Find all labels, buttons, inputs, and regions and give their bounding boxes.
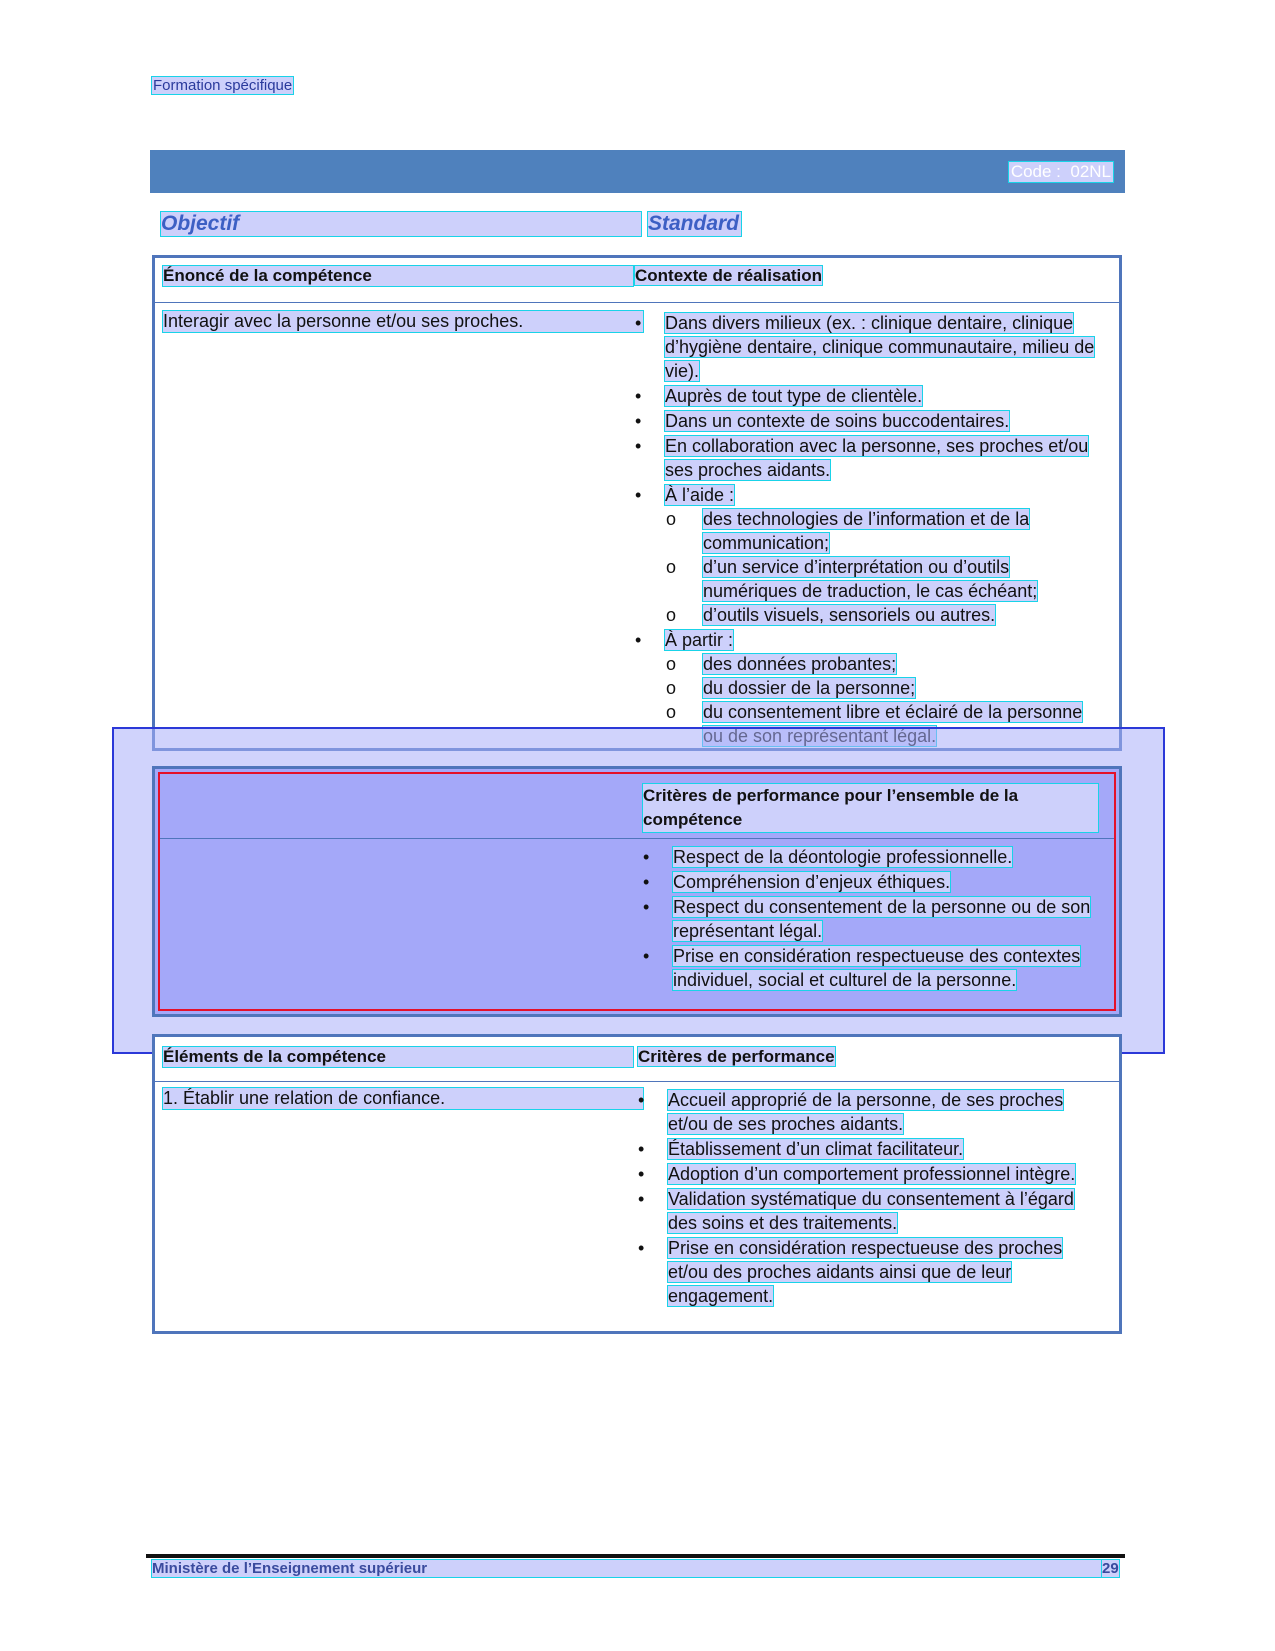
footer-rule: [146, 1554, 1125, 1558]
performance-criteria-list: [638, 1088, 1107, 1308]
elements-table-body: [155, 1082, 1119, 1309]
bullet-icon: •: [643, 847, 650, 867]
competency-element: 1. Établir une relation de confiance.: [163, 1088, 643, 1109]
context-item: [635, 434, 1107, 482]
context-subitem: [665, 603, 1107, 627]
global-criteria-item-text: Respect du consentement de la personne ou de son représentant légal.: [673, 897, 1091, 941]
performance-criteria-item: [638, 1236, 1107, 1308]
performance-criteria-item: [638, 1162, 1107, 1186]
circle-bullet-icon: o: [666, 702, 677, 722]
bullet-icon: •: [638, 1189, 645, 1209]
circle-bullet-icon: o: [666, 605, 677, 625]
elements-header: Éléments de la compétence: [163, 1047, 633, 1067]
context-item-text: À l’aide :: [665, 485, 735, 505]
global-criteria-item: [643, 870, 1114, 894]
competency-table: [152, 255, 1122, 751]
code-band: [150, 150, 1125, 193]
objective-title: Objectif: [161, 212, 641, 236]
context-subitem-text: du dossier de la personne;: [703, 678, 916, 698]
bullet-icon: •: [638, 1164, 645, 1184]
global-criteria-header-row: [160, 774, 1114, 839]
global-criteria-table: [152, 766, 1122, 1017]
bullet-icon: •: [635, 411, 642, 431]
elements-table: [152, 1034, 1122, 1334]
context-item: [635, 409, 1107, 433]
context-subitem-text: des données probantes;: [703, 654, 897, 674]
context-subitem-text: d’outils visuels, sensoriels ou autres.: [703, 605, 996, 625]
context-item: [635, 384, 1107, 408]
global-criteria-body: [160, 839, 1114, 992]
code-value: 02NL: [1070, 162, 1111, 181]
bullet-icon: •: [638, 1139, 645, 1159]
context-subitem-text: d’un service d’interprétation ou d’outils numériques de traduction, le cas échéant;: [703, 557, 1038, 601]
performance-criteria-item: [638, 1137, 1107, 1161]
circle-bullet-icon: o: [666, 678, 677, 698]
competency-statement: Interagir avec la personne et/ou ses proches.: [163, 311, 643, 332]
running-title: Formation spécifique: [153, 77, 293, 94]
statement-header: Énoncé de la compétence: [163, 266, 633, 286]
competency-table-header: [155, 258, 1119, 303]
bullet-icon: •: [635, 436, 642, 456]
context-header: Contexte de réalisation: [635, 266, 823, 285]
performance-criteria-item-text: Accueil approprié de la personne, de ses proches et/ou de ses proches aidants.: [668, 1090, 1064, 1134]
context-sublist: [665, 507, 1107, 627]
competency-table-body: [155, 303, 1119, 749]
context-list: [635, 311, 1107, 748]
bullet-icon: •: [643, 897, 650, 917]
context-item-text: Dans un contexte de soins buccodentaires.: [665, 411, 1010, 431]
circle-bullet-icon: o: [666, 509, 677, 529]
context-item-text: Dans divers milieux (ex. : clinique dentaire, clinique d’hygiène dentaire, clinique communautaire, milieu de vie).: [665, 313, 1095, 381]
context-subitem: [665, 652, 1107, 676]
standard-title: Standard: [648, 212, 740, 235]
performance-header: Critères de performance: [638, 1047, 835, 1066]
context-subitem: [665, 507, 1107, 555]
context-item-text: À partir :: [665, 630, 734, 650]
bullet-icon: •: [635, 630, 642, 650]
circle-bullet-icon: o: [666, 557, 677, 577]
global-criteria-list: [643, 845, 1114, 992]
global-criteria-item: [643, 895, 1114, 943]
performance-criteria-item-text: Établissement d’un climat facilitateur.: [668, 1139, 964, 1159]
performance-criteria-item-text: Validation systématique du consentement à l’égard des soins et des traitements.: [668, 1189, 1074, 1233]
performance-criteria-item-text: Prise en considération respectueuse des proches et/ou des proches aidants ainsi que de leur engagement.: [668, 1238, 1063, 1306]
footer-ministry: Ministère de l’Enseignement supérieur: [152, 1560, 1107, 1577]
context-item-text: En collaboration avec la personne, ses proches et/ou ses proches aidants.: [665, 436, 1089, 480]
elements-table-header: [155, 1037, 1119, 1082]
global-criteria-item-text: Respect de la déontologie professionnelle.: [673, 847, 1013, 867]
bullet-icon: •: [643, 946, 650, 966]
circle-bullet-icon: o: [666, 654, 677, 674]
global-criteria-item-text: Compréhension d’enjeux éthiques.: [673, 872, 951, 892]
global-criteria-item-text: Prise en considération respectueuse des contextes individuel, social et culturel de la personne.: [673, 946, 1081, 990]
performance-criteria-item: [638, 1088, 1107, 1136]
page-number: 29: [1102, 1560, 1119, 1577]
global-criteria-frame: [158, 772, 1116, 1011]
context-item-text: Auprès de tout type de clientèle.: [665, 386, 923, 406]
code-label: Code : 02NL: [1010, 162, 1111, 181]
bullet-icon: •: [635, 485, 642, 505]
bullet-icon: •: [638, 1238, 645, 1258]
context-subitem-text: du consentement libre et éclairé de la personne: [703, 702, 1082, 746]
performance-criteria-item-text: Adoption d’un comportement professionnel intègre.: [668, 1164, 1076, 1184]
performance-criteria-item: [638, 1187, 1107, 1235]
global-criteria-header: Critères de performance pour l’ensemble de la compétence: [643, 784, 1098, 832]
bullet-icon: •: [635, 313, 642, 333]
context-item: [635, 311, 1107, 383]
global-criteria-item: [643, 944, 1114, 992]
context-subitem-text: des technologies de l’information et de la communication;: [703, 509, 1030, 553]
global-criteria-item: [643, 845, 1114, 869]
context-subitem: [665, 676, 1107, 700]
bullet-icon: •: [638, 1090, 645, 1110]
context-subitem: [665, 555, 1107, 603]
bullet-icon: •: [635, 386, 642, 406]
context-item: [635, 483, 1107, 627]
bullet-icon: •: [643, 872, 650, 892]
